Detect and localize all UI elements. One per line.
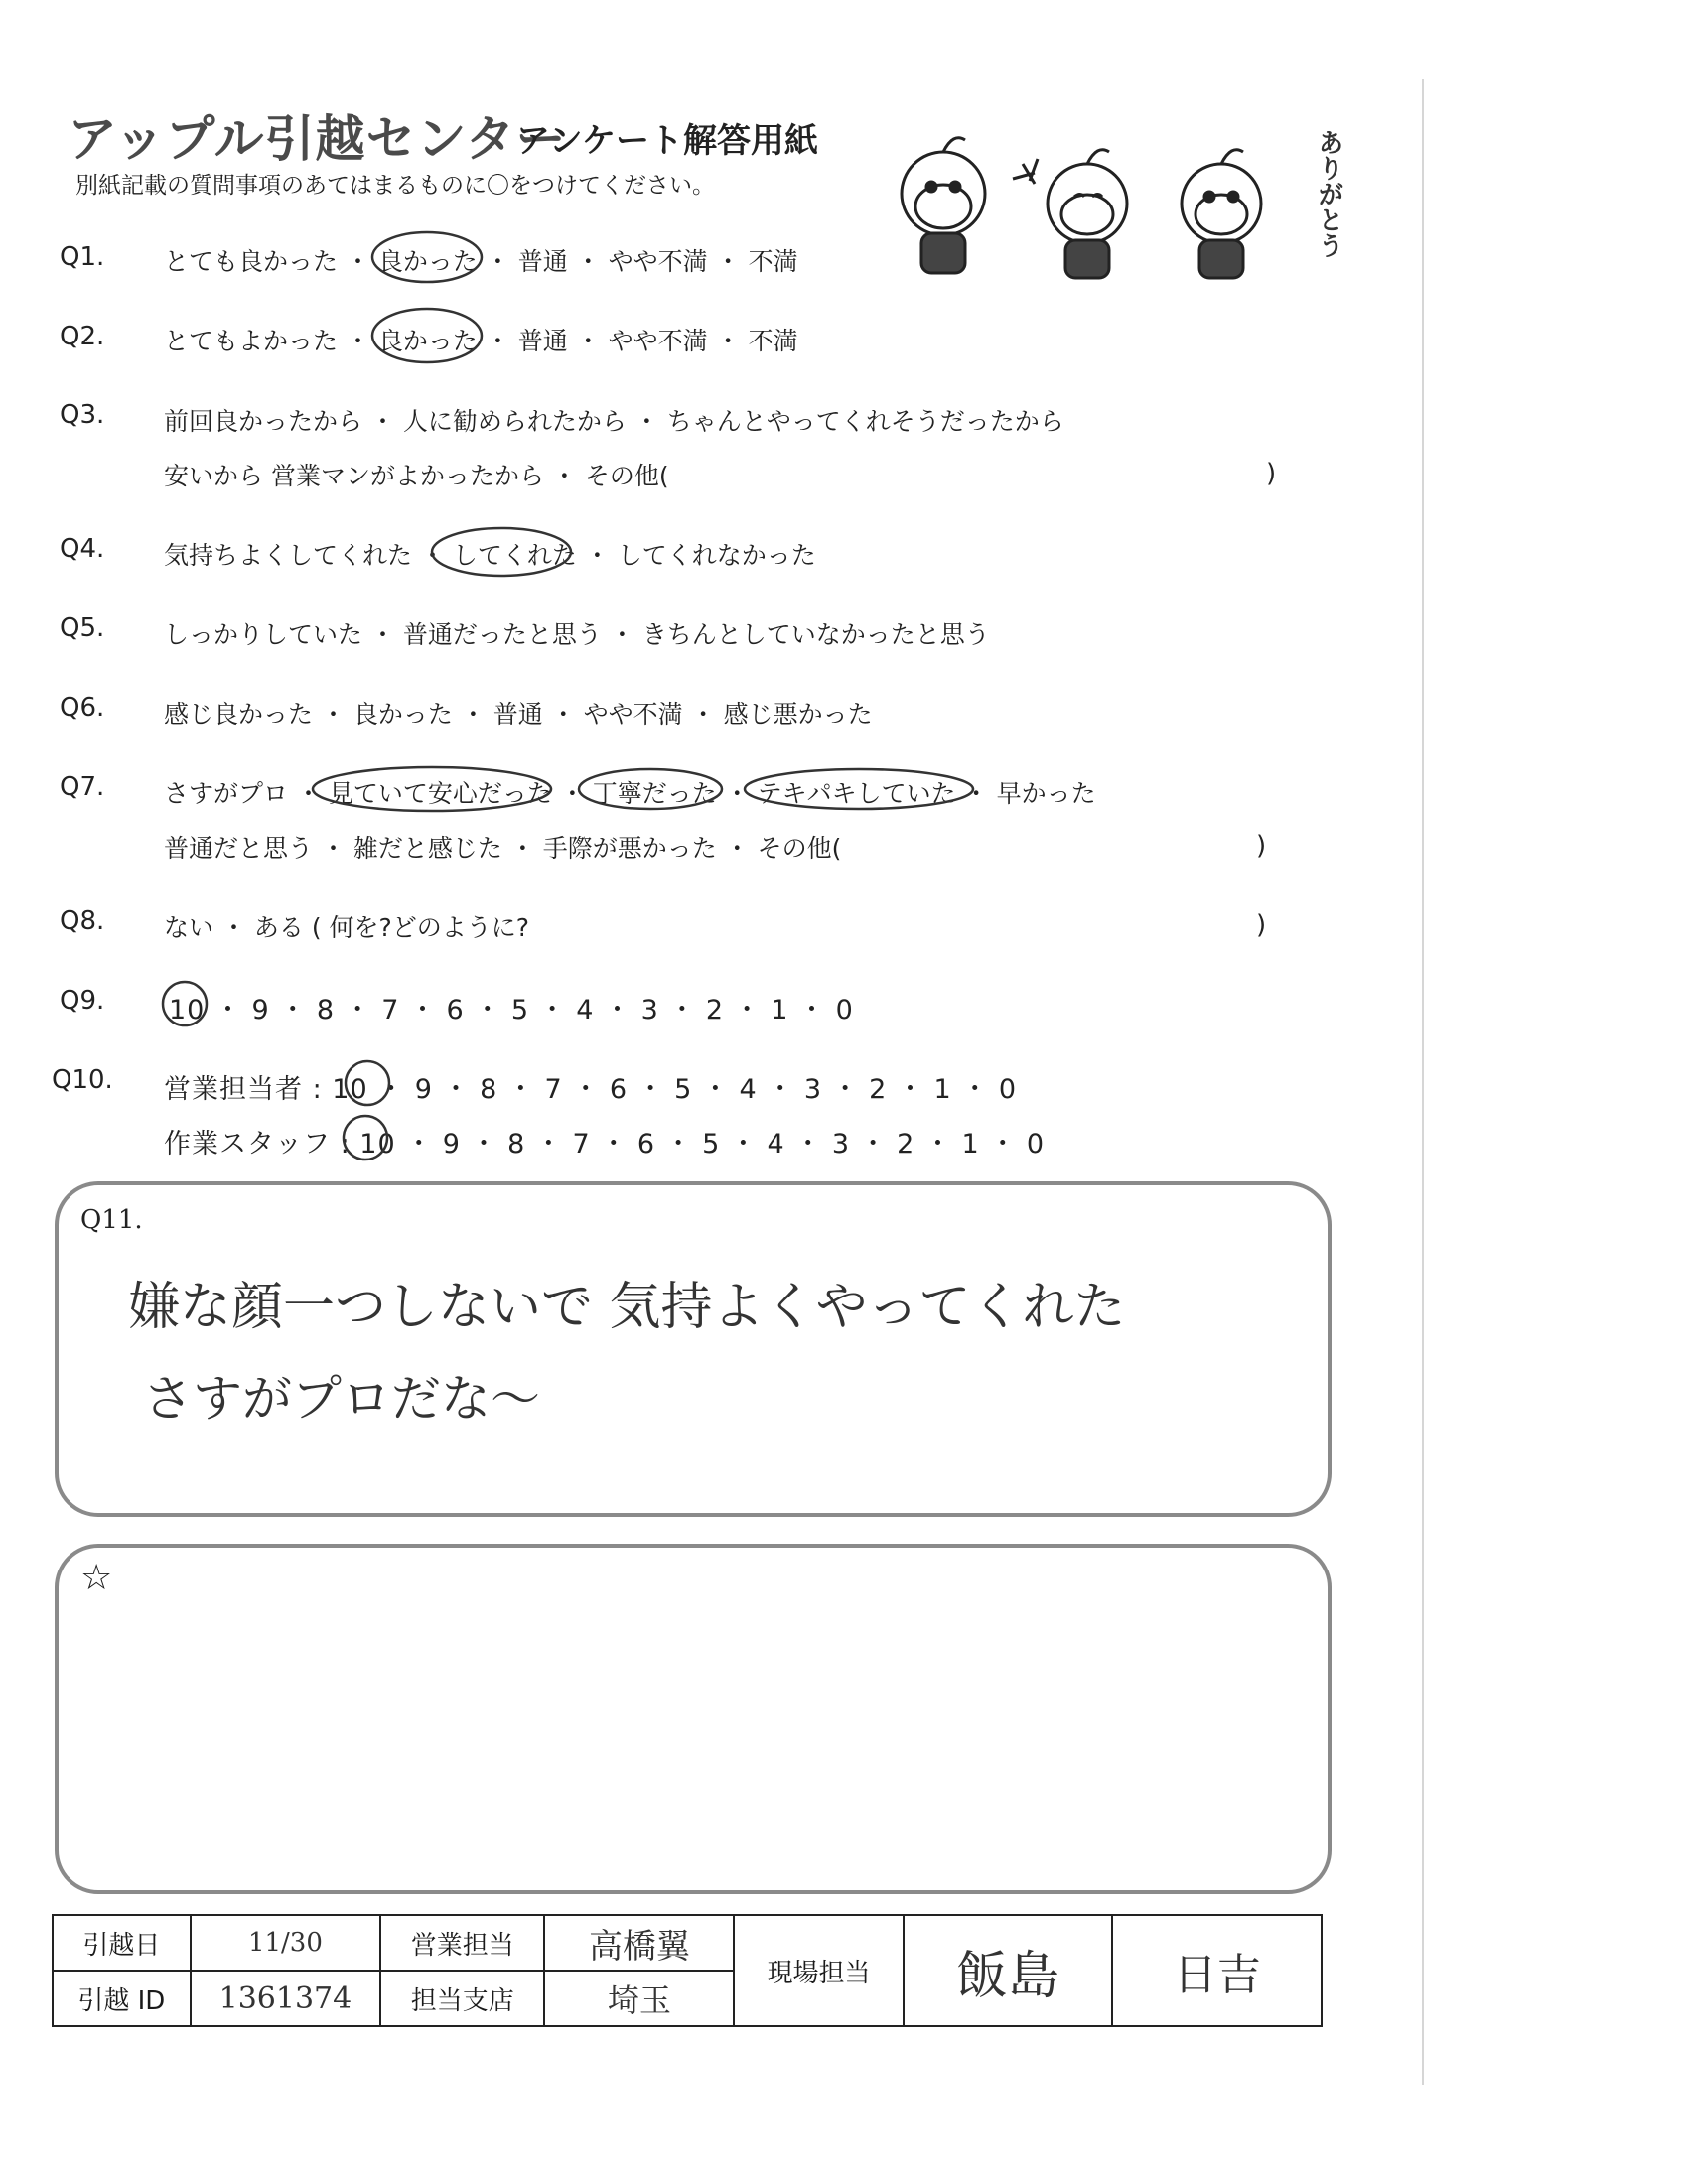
q6-options: 感じ良かった ・ 良かった ・ 普通 ・ やや不満 ・ 感じ悪かった [164, 700, 873, 729]
star-comment-box [55, 1544, 1332, 1894]
sales-label: 営業担当 [380, 1915, 544, 1971]
q1-options: とても良かった ・ 良かった ・ 普通 ・ やや不満 ・ 不満 [164, 247, 798, 276]
q6-label: Q6. [60, 693, 105, 723]
move-date-value: 11/30 [191, 1915, 380, 1971]
branch-label: 担当支店 [380, 1971, 544, 2026]
q11-label: Q11. [80, 1205, 143, 1235]
q4-label: Q4. [60, 534, 105, 564]
star-icon: ☆ [80, 1558, 113, 1598]
q10-staff-scale: 作業スタッフ : 10 ・ 9 ・ 8 ・ 7 ・ 6 ・ 5 ・ 4 ・ 3 ・ 2 ・ 1 ・ 0 [164, 1129, 1046, 1160]
q11-handwriting-line1: 嫌な顔一つしないで 気持よくやってくれた [128, 1278, 1126, 1337]
site-value-2: 日吉 [1112, 1915, 1322, 2026]
q2-label: Q2. [60, 322, 105, 351]
q2-options: とてもよかった ・ 良かった ・ 普通 ・ やや不満 ・ 不満 [164, 327, 798, 355]
site-label: 現場担当 [734, 1915, 903, 2026]
sales-value: 高橋翼 [544, 1915, 734, 1971]
q3-label: Q3. [60, 400, 105, 430]
q9-label: Q9. [60, 986, 105, 1016]
q7-close-paren: ) [1256, 831, 1267, 861]
q7-options-line1: さすがプロ ・ 見ていて安心だった ・ 丁寧だった ・ テキパキしていた ・ 早かった [164, 779, 1096, 808]
move-id-label: 引越 ID [53, 1971, 191, 2026]
q5-label: Q5. [60, 614, 105, 643]
q10-sales-scale: 営業担当者 : 10 ・ 9 ・ 8 ・ 7 ・ 6 ・ 5 ・ 4 ・ 3 ・ 2 ・ 1 ・ 0 [164, 1074, 1018, 1105]
q3-options-line1: 前回良かったから ・ 人に勧められたから ・ ちゃんとやってくれそうだったから [164, 407, 1064, 436]
q11-handwriting-line2: さすがプロだな〜 [143, 1370, 540, 1428]
mascot-caption: ありがとう [1314, 129, 1343, 258]
q9-scale: 10 ・ 9 ・ 8 ・ 7 ・ 6 ・ 5 ・ 4 ・ 3 ・ 2 ・ 1 ・ 0 [169, 995, 854, 1025]
q3-close-paren: ) [1266, 459, 1277, 488]
q5-options: しっかりしていた ・ 普通だったと思う ・ きちんとしていなかったと思う [164, 620, 990, 649]
q7-label: Q7. [60, 772, 105, 802]
move-date-label: 引越日 [53, 1915, 191, 1971]
branch-value: 埼玉 [544, 1971, 734, 2026]
q8-close-paren: ) [1256, 910, 1267, 940]
q8-label: Q8. [60, 906, 105, 936]
q8-options: ない ・ ある ( 何を?どのように? [164, 913, 530, 942]
form-subtitle: アンケート解答用紙 [516, 121, 818, 161]
q10-label: Q10. [52, 1065, 113, 1095]
site-value-1: 飯島 [904, 1915, 1113, 2026]
footer-info-table [52, 1914, 1323, 2027]
q7-options-line2: 普通だと思う ・ 雑だと感じた ・ 手際が悪かった ・ その他( [164, 834, 842, 863]
brand-title: アップル引越センター [68, 110, 567, 168]
q4-options: 気持ちよくしてくれた ・ してくれた ・ してくれなかった [164, 541, 816, 570]
move-id-value: 1361374 [191, 1971, 380, 2026]
q3-options-line2: 安いから 営業マンがよかったから ・ その他( [164, 462, 669, 490]
q11-comment-box [55, 1181, 1332, 1517]
instruction-text: 別紙記載の質問事項のあてはまるものに〇をつけてください。 [75, 173, 715, 199]
q1-label: Q1. [60, 242, 105, 272]
